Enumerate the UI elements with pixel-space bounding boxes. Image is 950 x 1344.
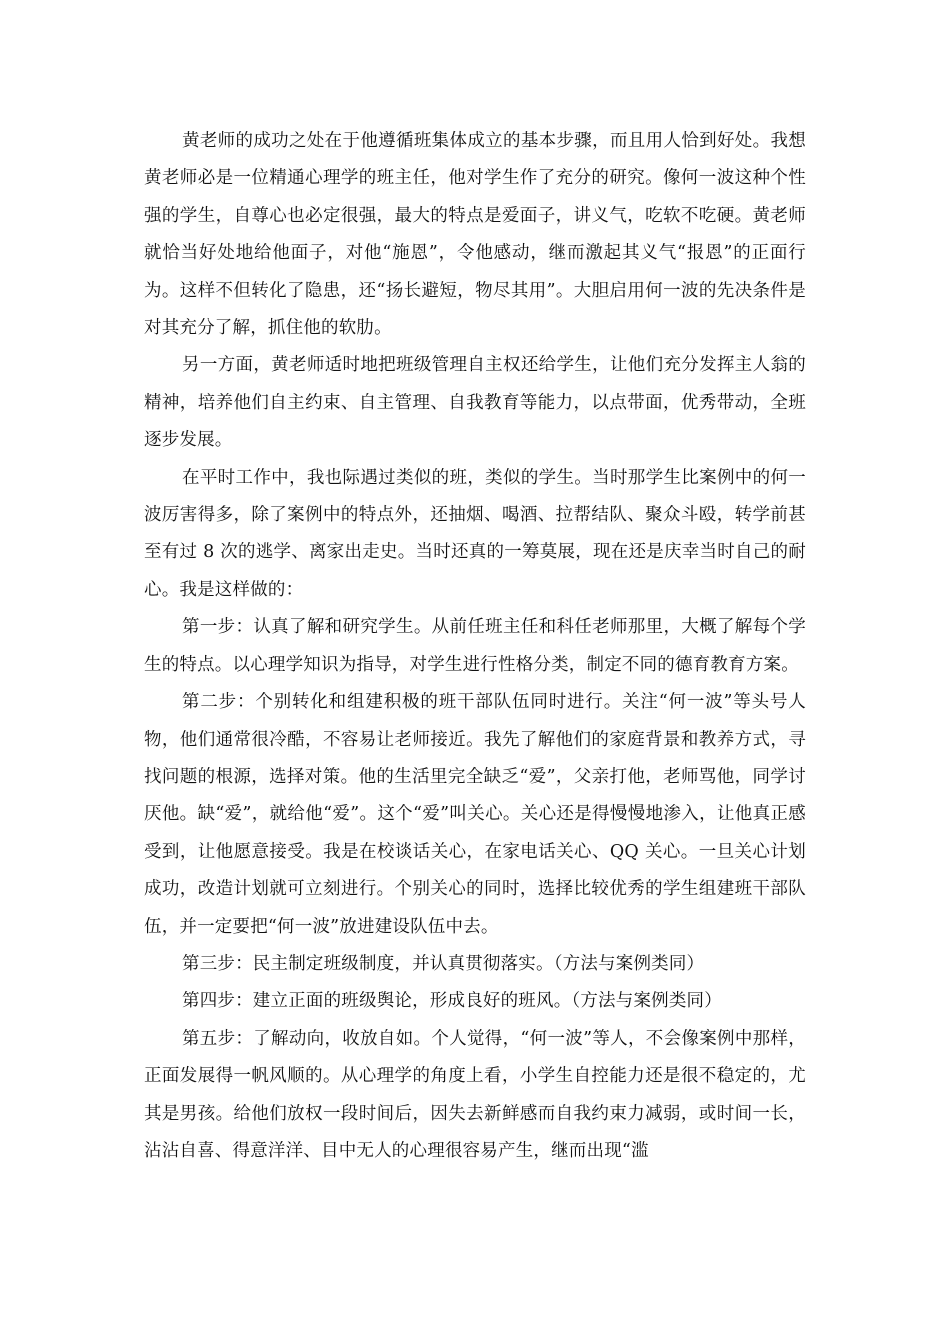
paragraph-analysis: 黄老师的成功之处在于他遵循班集体成立的基本步骤，而且用人恰到好处。我想黄老师必是一位精通心理学的班主任，他对学生作了充分的研究。像何一波这种个性强的学生，自尊心也必定很强，最大的特点是爱面子，讲义气，吃软不吃硬。黄老师就恰当好处地给他面子，对他“施恩”，令他感动，继而激起其义气“报恩”的正面行为。这样不但转化了隐患，还“扬长避短，物尽其用”。大胆启用何一波的先决条件是对其充分了解，抓住他的软肋。 xyxy=(144,131,806,339)
paragraph-step-five: 第五步：了解动向，收放自如。个人觉得，“何一波”等人，不会像案例中那样，正面发展得一帆风顺的。从心理学的角度上看，小学生自控能力还是很不稳定的，尤其是男孩。给他们放权一段时间后，因失去新鲜感而自我约束力减弱，或时间一长，沾沾自喜、得意洋洋、目中无人的心理很容易产生，继而出现“滥 xyxy=(144,1028,806,1161)
document-body xyxy=(144,123,806,1170)
paragraph-autonomy: 另一方面，黄老师适时地把班级管理自主权还给学生，让他们充分发挥主人翁的精神，培养他们自主约束、自主管理、自我教育等能力，以点带面，优秀带动，全班逐步发展。 xyxy=(144,355,806,451)
paragraph-step-one: 第一步：认真了解和研究学生。从前任班主任和科任老师那里，大概了解每个学生的特点。以心理学知识为指导，对学生进行性格分类，制定不同的德育教育方案。 xyxy=(144,617,806,675)
paragraph-step-three: 第三步：民主制定班级制度，并认真贯彻落实。（方法与案例类同） xyxy=(182,953,705,974)
paragraph-experience: 在平时工作中，我也际遇过类似的班，类似的学生。当时那学生比案例中的何一波厉害得多，除了案例中的特点外，还抽烟、喝酒、拉帮结队、聚众斗殴，转学前甚至有过 8 次的逃学、离家出走史。当时还真的一筹莫展，现在还是庆幸当时自己的耐心。我是这样做的： xyxy=(144,467,806,600)
paragraph-step-two: 第二步：个别转化和组建积极的班干部队伍同时进行。关注“何一波”等头号人物，他们通常很冷酷，不容易让老师接近。我先了解他们的家庭背景和教养方式，寻找问题的根源，选择对策。他的生活里完全缺乏“爱”，父亲打他，老师骂他，同学讨厌他。缺“爱”，就给他“爱”。这个“爱”叫关心。关心还是得慢慢地渗入，让他真正感受到，让他愿意接受。我是在校谈话关心，在家电话关心、QQ 关心。一旦关心计划成功，改造计划就可立刻进行。个别关心的同时，选择比较优秀的学生组建班干部队伍，并一定要把“何一波”放进建设队伍中去。 xyxy=(144,692,806,937)
paragraph-step-four: 第四步：建立正面的班级舆论，形成良好的班风。（方法与案例类同） xyxy=(182,991,722,1012)
